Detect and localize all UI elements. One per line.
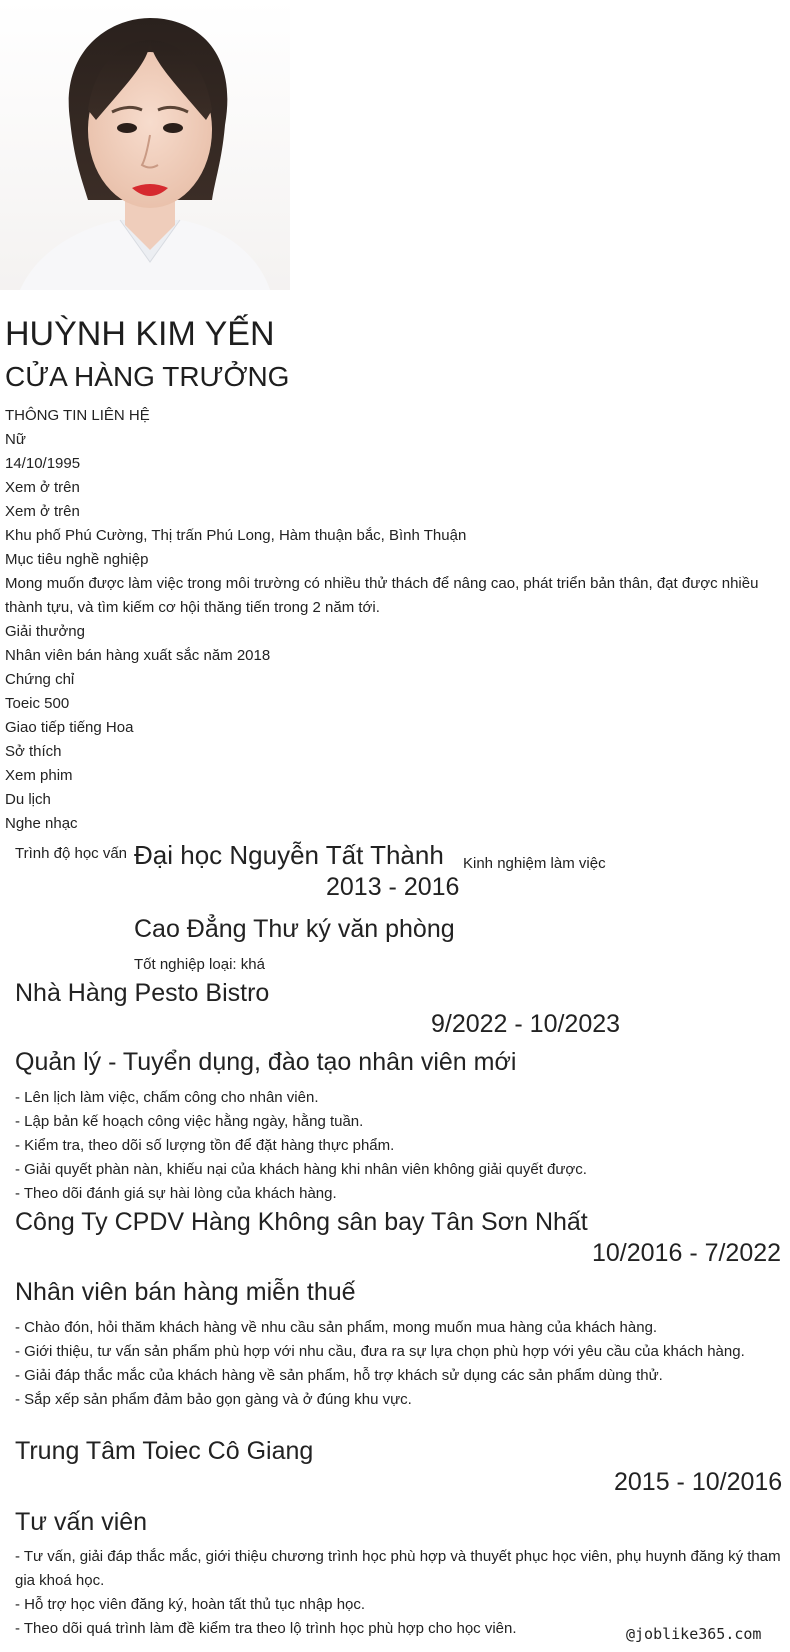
candidate-name: HUỲNH KIM YẾN — [5, 315, 275, 353]
job-task: - Chào đón, hỏi thăm khách hàng về nhu cầu sản phẩm, mong muốn mua hàng của khách hàng. — [15, 1319, 658, 1336]
job-task: - Lên lịch làm việc, chấm công cho nhân viên. — [15, 1089, 319, 1106]
avatar — [0, 0, 290, 290]
contact-phone: Xem ở trên — [5, 479, 80, 496]
job-period: 10/2016 - 7/2022 — [592, 1239, 782, 1267]
job-task: - Giải quyết phàn nàn, khiếu nại của khách hàng khi nhân viên không giải quyết được. — [15, 1161, 587, 1178]
education-years: 2013 - 2016 — [326, 873, 460, 901]
hobby-item: Du lịch — [5, 791, 51, 808]
sidebar-info — [5, 404, 785, 836]
job-task: - Theo dõi đánh giá sự hài lòng của khách hàng. — [15, 1185, 337, 1202]
awards-heading: Giải thưởng — [5, 623, 85, 640]
watermark: @joblike365.com — [626, 1625, 762, 1643]
job-period: 2015 - 10/2016 — [614, 1468, 783, 1496]
job-task: - Sắp xếp sản phẩm đảm bảo gọn gàng và ở đúng khu vực. — [15, 1391, 412, 1408]
certificates-heading: Chứng chỉ — [5, 671, 75, 688]
job-task: - Theo dõi quá trình làm đề kiểm tra theo lộ trình học phù hợp cho học viên. — [15, 1620, 517, 1637]
job-task: - Giới thiệu, tư vấn sản phẩm phù hợp với nhu cầu, đưa ra sự lựa chọn phù hợp với yêu cầu của khách hàng. — [15, 1343, 745, 1360]
job-company: Trung Tâm Toiec Cô Giang — [15, 1437, 314, 1465]
candidate-title: CỬA HÀNG TRƯỞNG — [5, 361, 290, 392]
certificate-item: Toeic 500 — [5, 695, 70, 712]
job-task: - Hỗ trợ học viên đăng ký, hoàn tất thủ tục nhập học. — [15, 1596, 366, 1613]
job-company: Nhà Hàng Pesto Bistro — [15, 979, 270, 1007]
education-heading: Trình độ học vấn — [15, 845, 128, 862]
job-task: - Lập bản kế hoạch công việc hằng ngày, hằng tuần. — [15, 1113, 364, 1130]
certificate-item: Giao tiếp tiếng Hoa — [5, 719, 134, 736]
contact-dob: 14/10/1995 — [5, 455, 81, 472]
job-company: Công Ty CPDV Hàng Không sân bay Tân Sơn Nhất — [15, 1208, 588, 1236]
job-period: 9/2022 - 10/2023 — [431, 1010, 621, 1038]
job-tasks — [15, 1086, 785, 1206]
job-task: - Tư vấn, giải đáp thắc mắc, giới thiệu chương trình học phù hợp và thuyết phục học viên, phụ huynh đăng ký tham gia khoá học. — [15, 1548, 781, 1589]
profile-photo — [0, 0, 290, 290]
contact-email: Xem ở trên — [5, 503, 80, 520]
contact-address: Khu phố Phú Cường, Thị trấn Phú Long, Hàm thuận bắc, Bình Thuận — [5, 527, 467, 544]
contact-heading: THÔNG TIN LIÊN HỆ — [5, 407, 150, 424]
education-grade: Tốt nghiệp loại: khá — [134, 956, 265, 973]
job-position: Tư vấn viên — [15, 1508, 148, 1536]
job-position: Quản lý - Tuyển dụng, đào tạo nhân viên mới — [15, 1048, 517, 1076]
experience-heading: Kinh nghiệm làm việc — [463, 855, 606, 872]
hobby-item: Xem phim — [5, 767, 73, 784]
objective-text: Mong muốn được làm việc trong môi trường có nhiều thử thách để nâng cao, phát triển bản thân, đạt được nhiều thành tựu, và tìm kiếm cơ hội thăng tiến trong 2 năm tới. — [5, 575, 759, 616]
objective-heading: Mục tiêu nghề nghiệp — [5, 551, 149, 568]
job-task: - Giải đáp thắc mắc của khách hàng về sản phẩm, hỗ trợ khách sử dụng các sản phẩm dùng thử. — [15, 1367, 663, 1384]
education-school: Đại học Nguyễn Tất Thành — [134, 840, 444, 870]
job-tasks — [15, 1316, 785, 1412]
job-task: - Kiểm tra, theo dõi số lượng tồn để đặt hàng thực phẩm. — [15, 1137, 395, 1154]
contact-gender: Nữ — [5, 431, 26, 448]
hobbies-heading: Sở thích — [5, 743, 62, 760]
hobby-item: Nghe nhạc — [5, 815, 78, 832]
award-item: Nhân viên bán hàng xuất sắc năm 2018 — [5, 647, 271, 664]
education-major: Cao Đẳng Thư ký văn phòng — [134, 915, 455, 943]
job-position: Nhân viên bán hàng miễn thuế — [15, 1278, 356, 1306]
